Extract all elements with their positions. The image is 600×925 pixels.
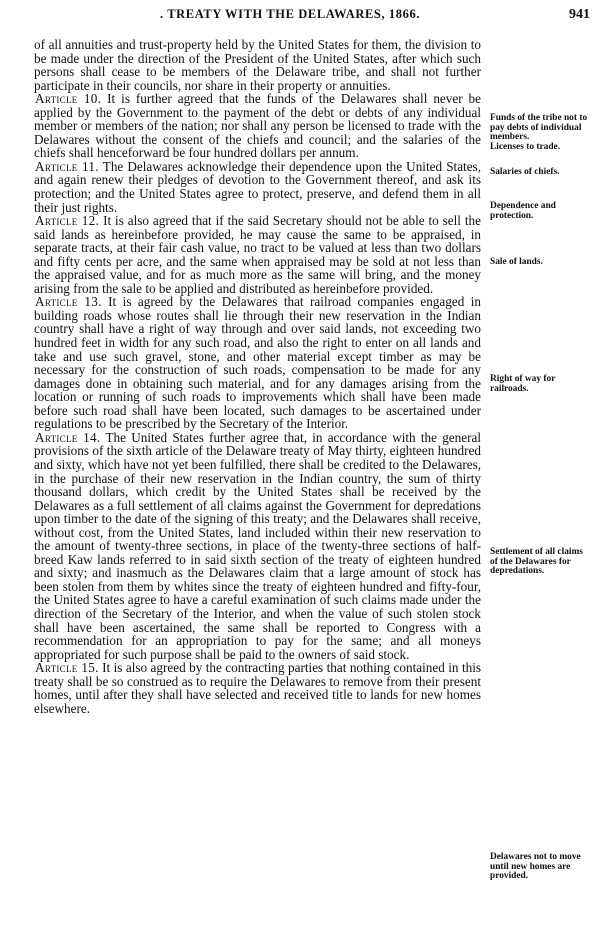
- article-10: [34, 92, 481, 160]
- margin-note-licenses: Licenses to trade.: [490, 142, 561, 152]
- article-11: [34, 160, 481, 214]
- article-15-label: Article 15.: [35, 660, 99, 676]
- margin-note-sale: Sale of lands.: [490, 257, 543, 267]
- article-12-label: Article 12.: [35, 213, 100, 229]
- article-11-label: Article 11.: [35, 158, 99, 174]
- margin-note-right-of-way: Right of way for railroads.: [490, 374, 556, 394]
- margin-note-not-move: Delawares not to move until new homes are provided.: [490, 852, 581, 882]
- article-12: [34, 214, 481, 295]
- article-15-text: It is also agreed by the contracting parties that nothing contained in this treaty shall be so construed as to require the Delawares to remove from their present homes, until after they shall have selected and received title to lands for new homes elsewhere.: [34, 660, 481, 716]
- header-title: . TREATY WITH THE DELAWARES, 1866.: [160, 7, 421, 21]
- article-14-text: The United States further agree that, in accordance with the general provisions of the sixth article of the Delaware treaty of May thirty, eighteen hundred and sixty, which have not yet been fulfilled, there shall be credited to the Delawares, in the purchase of their new reservation in the Indian country, the sum of thirty thousand dollars, which credit by the United States shall be received by the Delawares as a full settlement of all claims against the Government for depredations upon timber to the date of the signing of this treaty; and the Delawares shall receive, without cost, from the United States, land included within their new reservation to the amount of twenty-three sections, in place of the twenty-three sections of half-breed Kaw lands referred to in said sixth section of the treaty of eighteen hundred and sixty; and inasmuch as the Delawares claim that a large amount of stock has been stolen from them by whites since the treaty of eighteen hundred and fifty-four, the United States agree to have a careful examination of such claims made under the direction of the Secretary of the Interior, and when the value of such stolen stock shall have been ascertained, the same shall be reported to Congress with a recommendation for an appropriation to pay for the same; and all moneys appropriated for such purpose shall be paid to the owners of said stock.: [34, 429, 482, 662]
- margin-note-funds: Funds of the tribe not to pay debts of individual members.: [490, 113, 588, 143]
- article-10-label: Article 10.: [35, 91, 102, 107]
- article-13: [34, 295, 481, 430]
- running-header: [160, 7, 590, 25]
- article-14-label: Article 14.: [35, 429, 101, 445]
- article-14: [34, 431, 481, 661]
- article-10-text: It is further agreed that the funds of the Delawares shall never be applied by the Government to the payment of the debt or debts of any individual member or members of the nation; nor shall any person be licensed to trade with the Delawares without the consent of the chiefs and council; and the salaries of the chiefs shall henceforward be four hundred dollars per annum.: [34, 91, 481, 161]
- page-number: 941: [569, 7, 590, 22]
- margin-note-dependence: Dependence and protection.: [490, 201, 556, 221]
- article-12-text: It is also agreed that if the said Secretary should not be able to sell the said lands as hereinbefore provided, he may cause the same to be appraised, in separate tracts, at their fair cash value, no tract to be valued at less than two dollars and fifty cents per acre, and the same when appraised may be sold at not less than the appraised value, and for as much more as the same will bring, and the money arising from the sale to be applied and distributed as hereinbefore provided.: [34, 213, 481, 296]
- article-13-text: It is agreed by the Delawares that railroad companies engaged in building roads whose routes shall lie through their new reservation in the Indian country shall have a right of way through and over said lands, not exceeding two hundred feet in width for any such road, and also the right to enter on all lands and take and use such gravel, stone, and other material except timber as may be necessary for the construction of such roads, compensation to be made for any damages done in obtaining such material, and for any damages arising from the location or running of such roads to improvements which shall have been made before such road shall have been located, such damages to be ascertained under regulations to be prescribed by the Secretary of the Interior.: [34, 294, 481, 432]
- article-15: [34, 661, 481, 715]
- margin-note-salaries: Salaries of chiefs.: [490, 167, 560, 177]
- treaty-text: [34, 38, 481, 715]
- article-13-label: Article 13.: [35, 294, 102, 310]
- article-11-text: The Delawares acknowledge their dependence upon the United States, and again renew their pledges of devotion to the Government thereof, and ask its protection; and the United States agree to protect, preserve, and defend them in all their just rights.: [34, 158, 481, 215]
- margin-note-settlement: Settlement of all claims of the Delawares for depredations.: [490, 547, 583, 577]
- paragraph-continuation: of all annuities and trust-property held by the United States for them, the division to be made under the direction of the President of the United States, after which such persons shall cease to be members of the Delaware tribe, and shall not further participate in their councils, nor share in their property or annuities.: [34, 37, 481, 93]
